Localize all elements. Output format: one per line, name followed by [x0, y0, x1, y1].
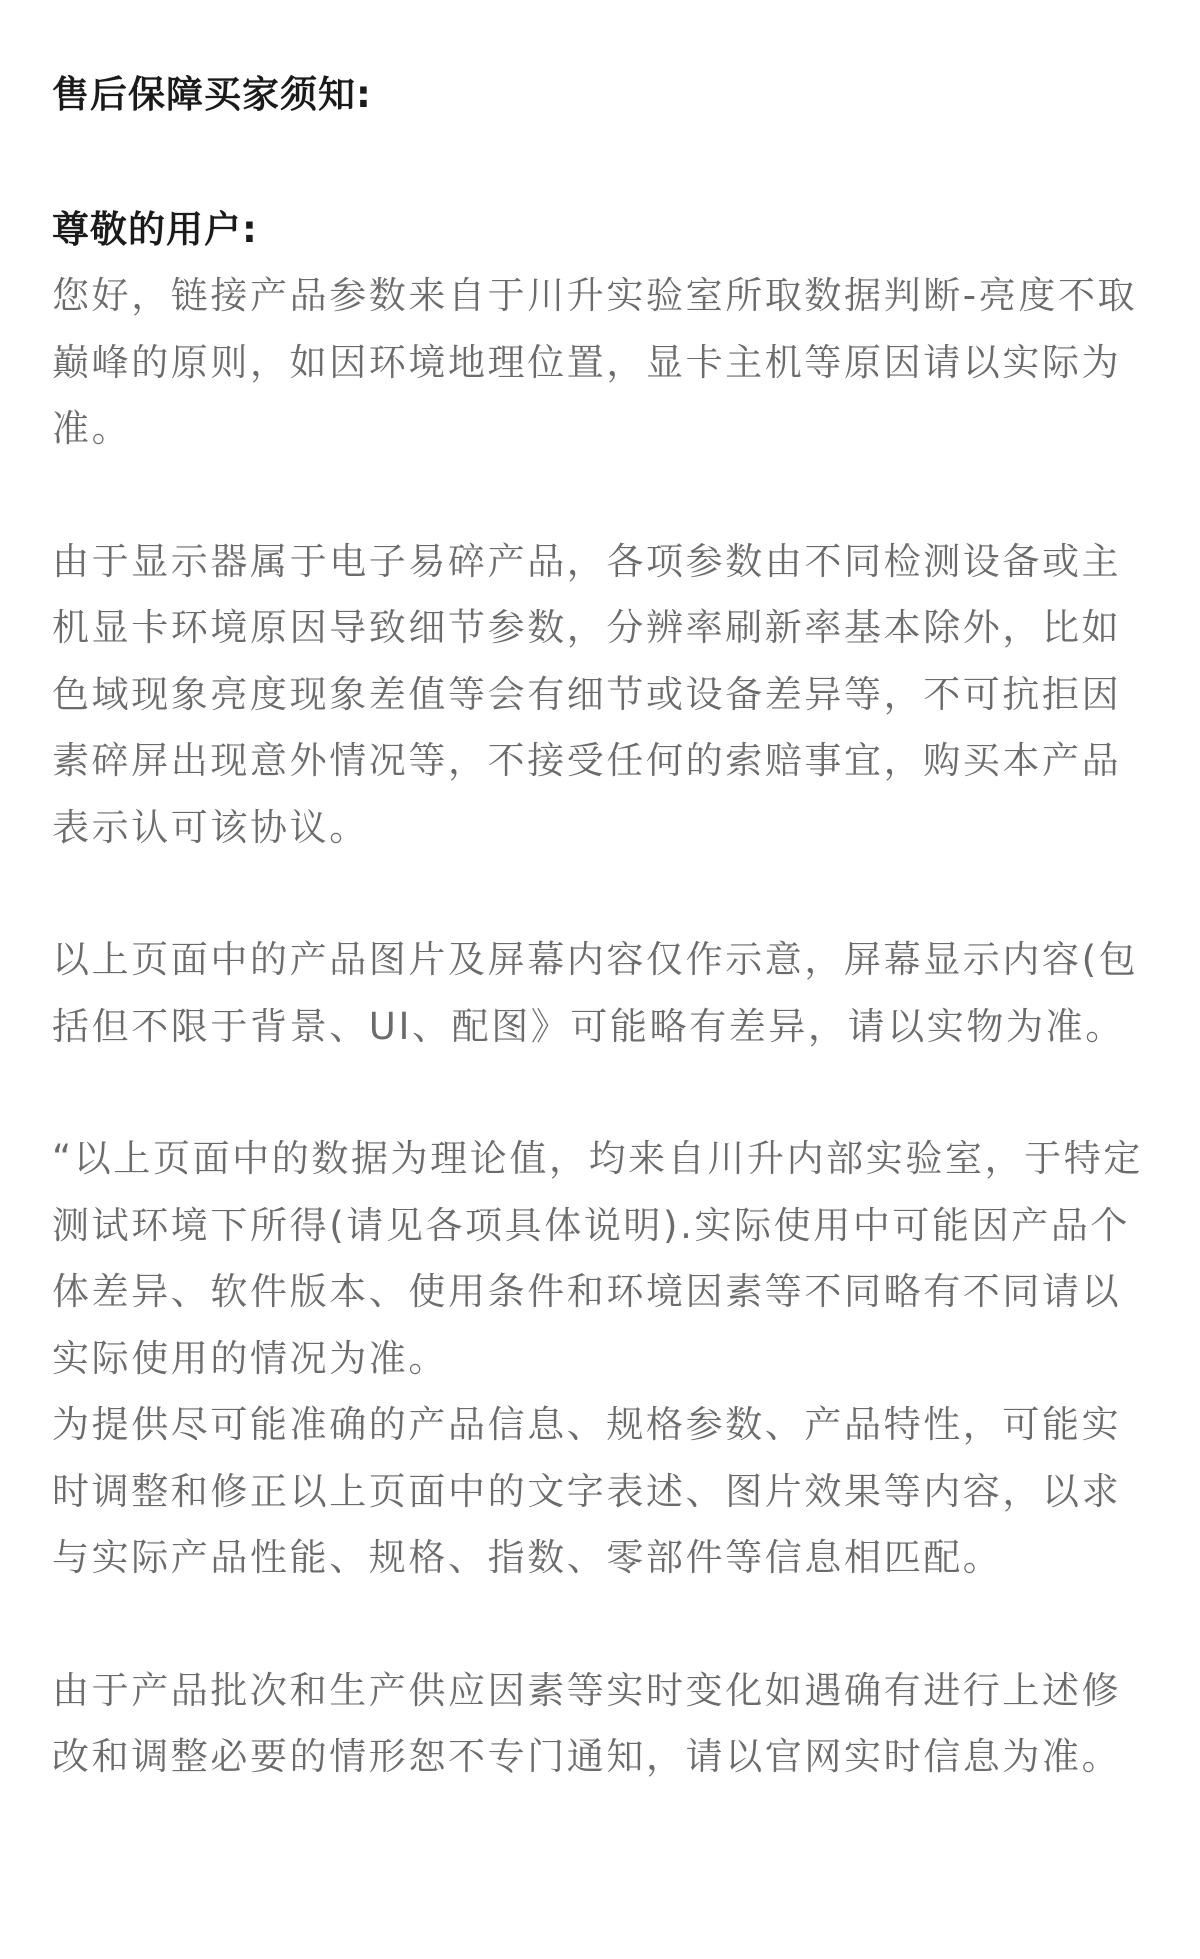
- paragraph-theoretical-data: “以上页面中的数据为理论值，均来自川升内部实验室，于特定测试环境下所得(请见各项具体说明).实际使用中可能因产品个体差异、软件版本、使用条件和环境因素等不同略有不同请以实际使用的情况为准。: [52, 1137, 1143, 1380]
- paragraph-images-illustrative: 以上页面中的产品图片及屏幕内容仅作示意，屏幕显示内容(包括但不限于背景、UI、配图》可能略有差异，请以实物为准。: [52, 938, 1139, 1048]
- greeting: 尊敬的用户:: [52, 208, 258, 251]
- paragraph-fragile-product: 由于显示器属于电子易碎产品，各项参数由不同检测设备或主机显卡环境原因导致细节参数，分辨率刷新率基本除外，比如色域现象亮度现象差值等会有细节或设备差异等，不可抗拒因素碎屏出现意外情况等，不接受任何的索赔事宜，购买本产品表示认可该协议。: [52, 539, 1122, 849]
- paragraph-no-notice: 由于产品批次和生产供应因素等实时变化如遇确有进行上述修改和调整必要的情形恕不专门通知，请以官网实时信息为准。: [52, 1668, 1122, 1778]
- paragraph-parameters-source: 您好，链接产品参数来自于川升实验室所取数据判断-亮度不取巅峰的原则，如因环境地理位置，显卡主机等原因请以实际为准。: [52, 274, 1138, 450]
- notice-title: 售后保障买家须知:: [52, 73, 372, 116]
- paragraph-content-adjustment: 为提供尽可能准确的产品信息、规格参数、产品特性，可能实时调整和修正以上页面中的文字表述、图片效果等内容，以求与实际产品性能、规格、指数、零部件等信息相匹配。: [52, 1403, 1122, 1579]
